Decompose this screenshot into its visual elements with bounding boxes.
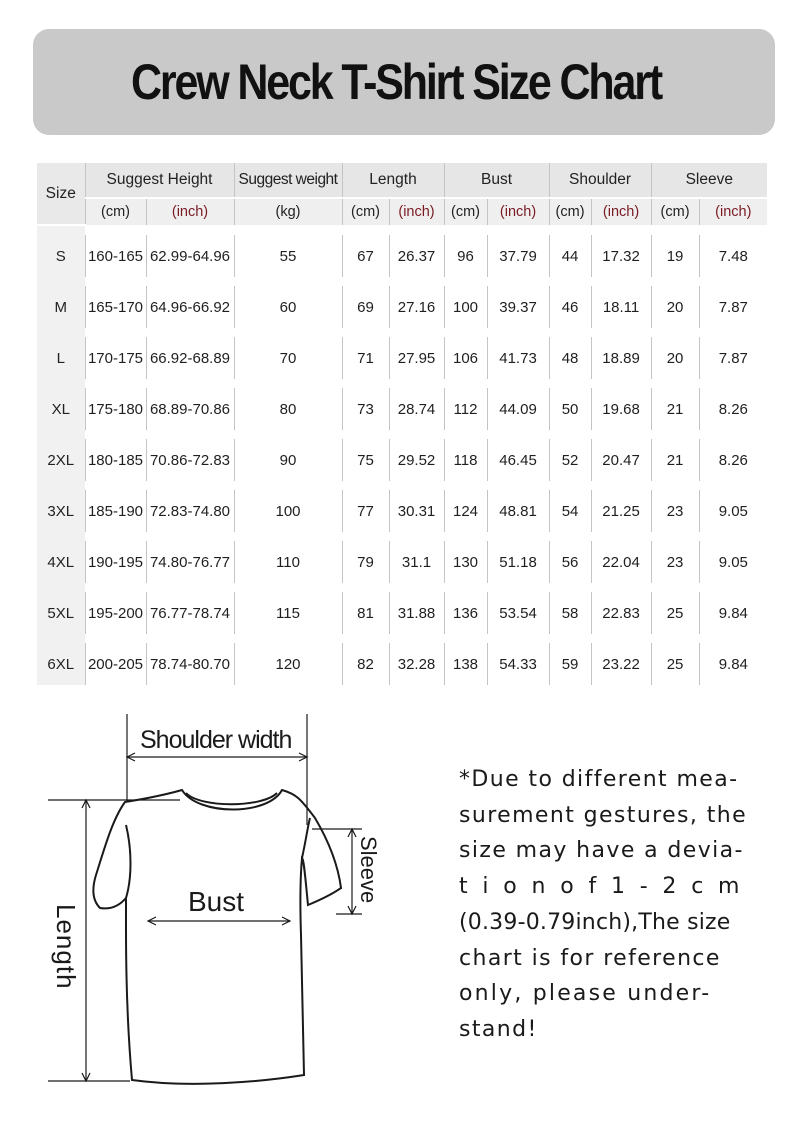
bust-cm-cell: 124	[444, 490, 487, 532]
spacer-cell	[591, 379, 651, 388]
shoulder-cm-cell: 59	[549, 643, 591, 685]
spacer-cell	[487, 379, 549, 388]
spacer-cell	[444, 277, 487, 286]
length-in-cell: 27.95	[389, 337, 444, 379]
spacer-cell	[389, 328, 444, 337]
height-in-cell: 66.92-68.89	[146, 337, 234, 379]
note-line: stand!	[459, 1016, 538, 1042]
height-cm-cell: 170-175	[85, 337, 146, 379]
size-cell: XL	[37, 388, 85, 430]
length-cm-cell: 77	[342, 490, 389, 532]
unit-header: (inch)	[699, 198, 767, 225]
sleeve-cm-cell: 25	[651, 643, 699, 685]
spacer-cell	[389, 481, 444, 490]
title-banner	[33, 29, 775, 135]
length-cm-cell: 71	[342, 337, 389, 379]
spacer-cell	[699, 379, 767, 388]
bust-in-cell: 46.45	[487, 439, 549, 481]
spacer-cell	[234, 328, 342, 337]
shoulder-cm-cell: 46	[549, 286, 591, 328]
length-cm-cell: 69	[342, 286, 389, 328]
spacer-cell	[146, 277, 234, 286]
spacer-cell	[37, 430, 85, 439]
shoulder-cm-cell: 54	[549, 490, 591, 532]
unit-header: (cm)	[342, 198, 389, 225]
sleeve-cm-cell: 23	[651, 490, 699, 532]
bust-in-cell: 39.37	[487, 286, 549, 328]
spacer-cell	[85, 379, 146, 388]
spacer-cell	[85, 430, 146, 439]
sleeve-in-cell: 8.26	[699, 388, 767, 430]
shoulder-cm-cell: 50	[549, 388, 591, 430]
bust-in-cell: 41.73	[487, 337, 549, 379]
row-spacer	[37, 225, 767, 235]
shoulder-cm-cell: 52	[549, 439, 591, 481]
bust-cm-cell: 138	[444, 643, 487, 685]
table-row	[37, 439, 767, 481]
spacer-cell	[146, 583, 234, 592]
spacer-cell	[651, 583, 699, 592]
unit-header: (cm)	[85, 198, 146, 225]
row-spacer	[37, 634, 767, 643]
spacer-cell	[444, 532, 487, 541]
spacer-cell	[651, 481, 699, 490]
spacer-cell	[234, 225, 342, 235]
height-in-cell: 70.86-72.83	[146, 439, 234, 481]
spacer-cell	[591, 277, 651, 286]
weight-cell: 55	[234, 235, 342, 277]
row-spacer	[37, 430, 767, 439]
table-row	[37, 337, 767, 379]
note-line: only, please under-	[459, 981, 712, 1007]
row-spacer	[37, 583, 767, 592]
spacer-cell	[444, 430, 487, 439]
spacer-cell	[234, 379, 342, 388]
spacer-cell	[37, 328, 85, 337]
shoulder-in-cell: 23.22	[591, 643, 651, 685]
sleeve-cm-cell: 25	[651, 592, 699, 634]
group-header-sleeve: Sleeve	[651, 163, 767, 198]
spacer-cell	[85, 481, 146, 490]
length-in-cell: 30.31	[389, 490, 444, 532]
weight-cell: 115	[234, 592, 342, 634]
row-spacer	[37, 532, 767, 541]
spacer-cell	[85, 225, 146, 235]
note-line-spread: t i o n o f 1 - 2 c m	[459, 874, 741, 900]
group-header-length: Length	[342, 163, 444, 198]
length-in-cell: 26.37	[389, 235, 444, 277]
bust-cm-cell: 118	[444, 439, 487, 481]
size-deviation-note	[459, 762, 759, 1048]
bust-label: Bust	[188, 886, 245, 917]
spacer-cell	[549, 277, 591, 286]
length-label: Length	[51, 904, 81, 990]
spacer-cell	[444, 328, 487, 337]
group-header-weight: Suggest weight	[234, 163, 342, 198]
spacer-cell	[146, 481, 234, 490]
shoulder-in-cell: 19.68	[591, 388, 651, 430]
spacer-cell	[146, 328, 234, 337]
spacer-cell	[651, 328, 699, 337]
spacer-cell	[487, 328, 549, 337]
bust-in-cell: 54.33	[487, 643, 549, 685]
size-cell: M	[37, 286, 85, 328]
size-cell: 5XL	[37, 592, 85, 634]
size-cell: 6XL	[37, 643, 85, 685]
height-in-cell: 64.96-66.92	[146, 286, 234, 328]
spacer-cell	[37, 532, 85, 541]
size-cell: S	[37, 235, 85, 277]
spacer-cell	[699, 634, 767, 643]
spacer-cell	[699, 225, 767, 235]
spacer-cell	[651, 430, 699, 439]
length-cm-cell: 75	[342, 439, 389, 481]
weight-cell: 110	[234, 541, 342, 583]
shoulder-in-cell: 18.11	[591, 286, 651, 328]
shoulder-in-cell: 21.25	[591, 490, 651, 532]
spacer-cell	[342, 481, 389, 490]
spacer-cell	[342, 430, 389, 439]
header-row-groups	[37, 163, 767, 198]
spacer-cell	[487, 583, 549, 592]
spacer-cell	[651, 277, 699, 286]
spacer-cell	[591, 481, 651, 490]
unit-header: (inch)	[487, 198, 549, 225]
bust-cm-cell: 136	[444, 592, 487, 634]
height-in-cell: 76.77-78.74	[146, 592, 234, 634]
unit-header: (inch)	[591, 198, 651, 225]
length-in-cell: 29.52	[389, 439, 444, 481]
spacer-cell	[146, 379, 234, 388]
height-cm-cell: 165-170	[85, 286, 146, 328]
spacer-cell	[591, 430, 651, 439]
spacer-cell	[699, 277, 767, 286]
spacer-cell	[37, 583, 85, 592]
spacer-cell	[651, 379, 699, 388]
sleeve-cm-cell: 19	[651, 235, 699, 277]
spacer-cell	[549, 583, 591, 592]
spacer-cell	[444, 583, 487, 592]
bust-in-cell: 51.18	[487, 541, 549, 583]
spacer-cell	[85, 583, 146, 592]
spacer-cell	[444, 225, 487, 235]
weight-cell: 90	[234, 439, 342, 481]
table-row	[37, 388, 767, 430]
height-cm-cell: 175-180	[85, 388, 146, 430]
sleeve-in-cell: 9.84	[699, 592, 767, 634]
spacer-cell	[37, 225, 85, 235]
size-cell: 4XL	[37, 541, 85, 583]
spacer-cell	[389, 225, 444, 235]
spacer-cell	[146, 430, 234, 439]
spacer-cell	[342, 328, 389, 337]
shoulder-in-cell: 17.32	[591, 235, 651, 277]
spacer-cell	[444, 634, 487, 643]
spacer-cell	[234, 481, 342, 490]
height-in-cell: 74.80-76.77	[146, 541, 234, 583]
bust-in-cell: 37.79	[487, 235, 549, 277]
note-line: chart is for reference	[459, 945, 721, 971]
spacer-cell	[591, 532, 651, 541]
table-row	[37, 235, 767, 277]
height-in-cell: 68.89-70.86	[146, 388, 234, 430]
height-cm-cell: 190-195	[85, 541, 146, 583]
sleeve-in-cell: 9.84	[699, 643, 767, 685]
row-spacer	[37, 277, 767, 286]
group-header-height: Suggest Height	[85, 163, 234, 198]
spacer-cell	[85, 634, 146, 643]
spacer-cell	[146, 532, 234, 541]
spacer-cell	[389, 277, 444, 286]
spacer-cell	[699, 328, 767, 337]
spacer-cell	[549, 430, 591, 439]
tshirt-measurement-diagram	[0, 690, 440, 1110]
table-row	[37, 592, 767, 634]
shoulder-width-label: Shoulder width	[140, 726, 292, 754]
shoulder-cm-cell: 56	[549, 541, 591, 583]
shoulder-in-cell: 18.89	[591, 337, 651, 379]
bust-cm-cell: 130	[444, 541, 487, 583]
spacer-cell	[699, 583, 767, 592]
spacer-cell	[487, 430, 549, 439]
spacer-cell	[651, 225, 699, 235]
table-row	[37, 643, 767, 685]
length-in-cell: 27.16	[389, 286, 444, 328]
sleeve-cm-cell: 21	[651, 439, 699, 481]
spacer-cell	[699, 430, 767, 439]
weight-cell: 100	[234, 490, 342, 532]
sleeve-in-cell: 7.48	[699, 235, 767, 277]
spacer-cell	[591, 634, 651, 643]
row-spacer	[37, 328, 767, 337]
spacer-cell	[549, 225, 591, 235]
size-cell: L	[37, 337, 85, 379]
length-cm-cell: 81	[342, 592, 389, 634]
unit-header: (cm)	[444, 198, 487, 225]
spacer-cell	[487, 277, 549, 286]
sleeve-in-cell: 7.87	[699, 286, 767, 328]
spacer-cell	[146, 634, 234, 643]
sleeve-in-cell: 7.87	[699, 337, 767, 379]
row-spacer	[37, 379, 767, 388]
spacer-cell	[651, 634, 699, 643]
note-line: (0.39-0.79inch),The size	[459, 909, 731, 935]
bust-cm-cell: 96	[444, 235, 487, 277]
bust-in-cell: 44.09	[487, 388, 549, 430]
height-cm-cell: 200-205	[85, 643, 146, 685]
height-cm-cell: 195-200	[85, 592, 146, 634]
bust-in-cell: 48.81	[487, 490, 549, 532]
shoulder-in-cell: 22.04	[591, 541, 651, 583]
spacer-cell	[444, 379, 487, 388]
note-line: size may have a devia-	[459, 838, 744, 864]
spacer-cell	[389, 430, 444, 439]
spacer-cell	[591, 583, 651, 592]
spacer-cell	[146, 225, 234, 235]
spacer-cell	[549, 481, 591, 490]
spacer-cell	[591, 225, 651, 235]
spacer-cell	[487, 634, 549, 643]
spacer-cell	[37, 481, 85, 490]
height-in-cell: 72.83-74.80	[146, 490, 234, 532]
unit-header: (inch)	[146, 198, 234, 225]
spacer-cell	[487, 481, 549, 490]
spacer-cell	[389, 583, 444, 592]
spacer-cell	[234, 634, 342, 643]
spacer-cell	[549, 532, 591, 541]
spacer-cell	[389, 532, 444, 541]
length-in-cell: 31.1	[389, 541, 444, 583]
spacer-cell	[487, 225, 549, 235]
row-spacer	[37, 481, 767, 490]
height-in-cell: 62.99-64.96	[146, 235, 234, 277]
sleeve-cm-cell: 20	[651, 337, 699, 379]
unit-header: (cm)	[651, 198, 699, 225]
spacer-cell	[389, 379, 444, 388]
sleeve-in-cell: 9.05	[699, 541, 767, 583]
header-row-units	[37, 198, 767, 225]
spacer-cell	[699, 532, 767, 541]
spacer-cell	[591, 328, 651, 337]
weight-cell: 120	[234, 643, 342, 685]
spacer-cell	[699, 481, 767, 490]
shoulder-cm-cell: 44	[549, 235, 591, 277]
height-cm-cell: 160-165	[85, 235, 146, 277]
table-row	[37, 286, 767, 328]
shoulder-cm-cell: 48	[549, 337, 591, 379]
length-cm-cell: 79	[342, 541, 389, 583]
unit-header: (inch)	[389, 198, 444, 225]
spacer-cell	[549, 634, 591, 643]
bust-cm-cell: 100	[444, 286, 487, 328]
group-header-shoulder: Shoulder	[549, 163, 651, 198]
spacer-cell	[444, 481, 487, 490]
height-cm-cell: 185-190	[85, 490, 146, 532]
table-row	[37, 541, 767, 583]
sleeve-cm-cell: 21	[651, 388, 699, 430]
note-line: *Due to different mea-	[459, 767, 739, 792]
sleeve-label: Sleeve	[356, 836, 381, 904]
size-cell: 2XL	[37, 439, 85, 481]
sleeve-in-cell: 8.26	[699, 439, 767, 481]
shoulder-in-cell: 20.47	[591, 439, 651, 481]
spacer-cell	[234, 532, 342, 541]
spacer-cell	[234, 583, 342, 592]
length-in-cell: 31.88	[389, 592, 444, 634]
group-header-bust: Bust	[444, 163, 549, 198]
bust-cm-cell: 106	[444, 337, 487, 379]
spacer-cell	[487, 532, 549, 541]
note-line: surement gestures, the	[459, 802, 748, 828]
spacer-cell	[342, 583, 389, 592]
size-header: Size	[37, 163, 85, 225]
spacer-cell	[85, 277, 146, 286]
spacer-cell	[37, 634, 85, 643]
length-in-cell: 32.28	[389, 643, 444, 685]
spacer-cell	[85, 532, 146, 541]
size-cell: 3XL	[37, 490, 85, 532]
sleeve-cm-cell: 20	[651, 286, 699, 328]
length-in-cell: 28.74	[389, 388, 444, 430]
spacer-cell	[342, 225, 389, 235]
spacer-cell	[651, 532, 699, 541]
spacer-cell	[342, 634, 389, 643]
length-cm-cell: 67	[342, 235, 389, 277]
bust-in-cell: 53.54	[487, 592, 549, 634]
height-cm-cell: 180-185	[85, 439, 146, 481]
size-chart-table	[37, 163, 767, 685]
weight-cell: 60	[234, 286, 342, 328]
spacer-cell	[342, 379, 389, 388]
spacer-cell	[549, 379, 591, 388]
sleeve-cm-cell: 23	[651, 541, 699, 583]
length-cm-cell: 73	[342, 388, 389, 430]
spacer-cell	[342, 277, 389, 286]
unit-header: (kg)	[234, 198, 342, 225]
spacer-cell	[342, 532, 389, 541]
sleeve-in-cell: 9.05	[699, 490, 767, 532]
unit-header: (cm)	[549, 198, 591, 225]
spacer-cell	[234, 277, 342, 286]
spacer-cell	[549, 328, 591, 337]
weight-cell: 70	[234, 337, 342, 379]
length-cm-cell: 82	[342, 643, 389, 685]
height-in-cell: 78.74-80.70	[146, 643, 234, 685]
spacer-cell	[37, 277, 85, 286]
spacer-cell	[37, 379, 85, 388]
spacer-cell	[85, 328, 146, 337]
page-title: Crew Neck T-Shirt Size Chart	[130, 54, 662, 110]
shoulder-in-cell: 22.83	[591, 592, 651, 634]
spacer-cell	[389, 634, 444, 643]
shoulder-cm-cell: 58	[549, 592, 591, 634]
weight-cell: 80	[234, 388, 342, 430]
bust-cm-cell: 112	[444, 388, 487, 430]
table-row	[37, 490, 767, 532]
spacer-cell	[234, 430, 342, 439]
